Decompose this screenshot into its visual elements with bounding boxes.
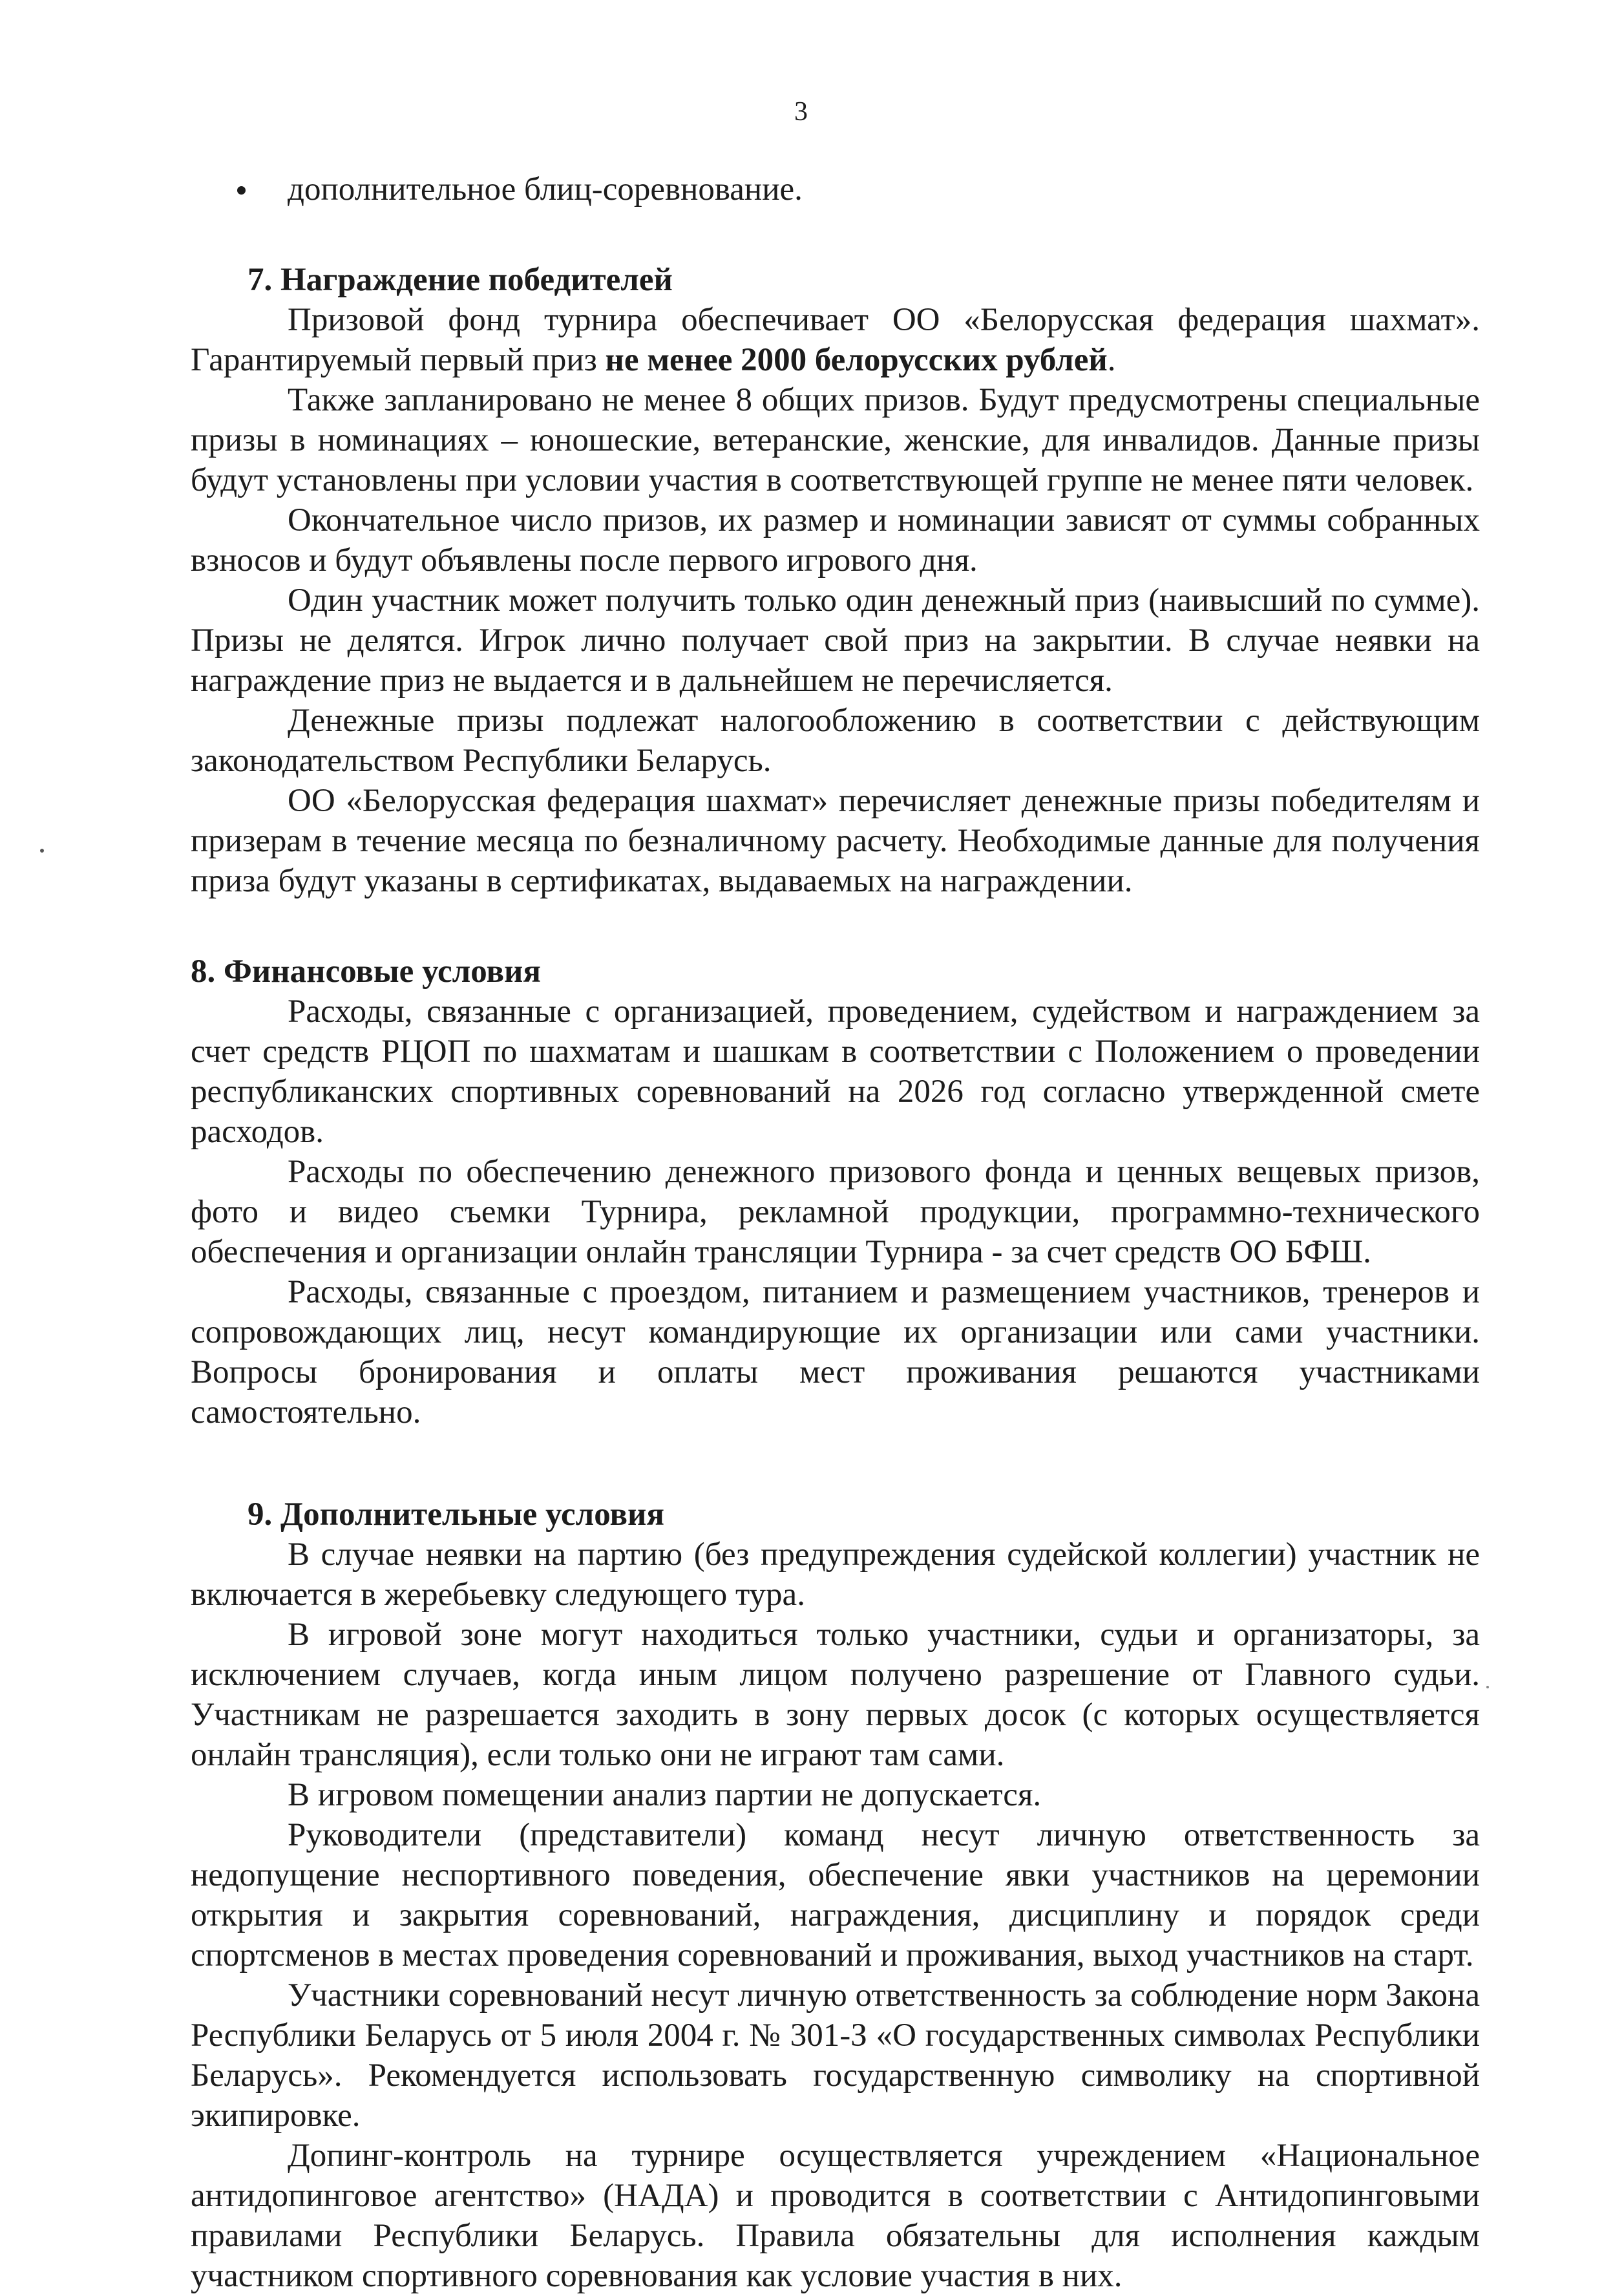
paragraph-text: . [1107, 342, 1116, 378]
section-additional [191, 1494, 1480, 2296]
section-heading: 9. Дополнительные условия [248, 1496, 664, 1533]
paragraph: Расходы по обеспечению денежного призового фонда и ценных вещевых призов, фото и видео съемки Турнира, рекламной продукции, программно-технического обеспечения и организации онлайн трансляции Турнира - за счет средств ОО БФШ. [191, 1154, 1480, 1270]
paragraph: В игровом помещении анализ партии не допускается. [288, 1777, 1042, 1813]
section-finance [191, 951, 1480, 1432]
section-heading: 8. Финансовые условия [191, 953, 541, 990]
paragraph: Участники соревнований несут личную ответственность за соблюдение норм Закона Республики Беларусь от 5 июля 2004 г. № 301-З «О государственных символах Республики Беларусь». Рекомендуется использовать государственную символику на спортивной экипировке. [191, 1977, 1480, 2134]
paragraph [191, 300, 1480, 380]
spacer [191, 1432, 1480, 1494]
paragraph: Денежные призы подлежат налогообложению в соответствии с действующим законодательством Республики Беларусь. [191, 703, 1480, 779]
scan-speck [40, 849, 44, 853]
paragraph: В случае неявки на партию (без предупреждения судейской коллегии) участник не включается в жеребьевку следующего тура. [191, 1536, 1480, 1613]
section-heading: 7. Награждение победителей [248, 262, 673, 298]
list-item-text: дополнительное блиц-соревнование. [288, 171, 803, 207]
paragraph: Окончательное число призов, их размер и номинации зависят от суммы собранных взносов и будут объявлены после первого игрового дня. [191, 502, 1480, 579]
paragraph: Руководители (представители) команд несут личную ответственность за недопущение неспортивного поведения, обеспечение явки участников на церемонии открытия и закрытия соревнований, награждения, дисциплину и порядок среди спортсменов в местах проведения соревнований и проживания, выход участников на старт. [191, 1817, 1480, 1973]
paragraph: ОО «Белорусская федерация шахмат» перечисляет денежные призы победителям и призерам в течение месяца по безналичному расчету. Необходимые данные для получения приза будут указаны в сертификатах, выдаваемых на награждении. [191, 783, 1480, 899]
paragraph: В игровой зоне могут находиться только участники, судьи и организаторы, за исключением случаев, когда иным лицом получено разрешение от Главного судьи. Участникам не разрешается заходить в зону первых досок (с которых осуществляется онлайн трансляция), если только они не играют там сами. [191, 1617, 1480, 1773]
section-awards [191, 260, 1480, 901]
paragraph-emphasis: не менее 2000 белорусских рублей [605, 342, 1108, 378]
scan-speck [1486, 1686, 1489, 1688]
bullet-icon [237, 186, 246, 195]
spacer [191, 901, 1480, 951]
list-item [191, 169, 1480, 209]
paragraph: Также запланировано не менее 8 общих призов. Будут предусмотрены специальные призы в номинациях – юношеские, ветеранские, женские, для инвалидов. Данные призы будут установлены при условии участия в соответствующей группе не менее пяти человек. [191, 382, 1480, 498]
paragraph: Один участник может получить только один денежный приз (наивысший по сумме). Призы не делятся. Игрок лично получает свой приз на закрытии. В случае неявки на награждение приз не выдается и в дальнейшем не перечисляется. [191, 582, 1480, 699]
paragraph: Расходы, связанные с проездом, питанием и размещением участников, тренеров и сопровождающих лиц, несут командирующие их организации или сами участники. Вопросы бронирования и оплаты мест проживания решаются участниками самостоятельно. [191, 1274, 1480, 1430]
document-body [191, 169, 1480, 2296]
paragraph: Допинг-контроль на турнире осуществляется учреждением «Национальное антидопинговое агентство» (НАДА) и проводится в соответствии с Антидопинговыми правилами Республики Беларусь. Правила обязательны для исполнения каждым участником спортивного соревнования как условие участия в них. [191, 2138, 1480, 2294]
paragraph-text: Призовой фонд турнира обеспечивает ОО «Белорусская федерация шахмат». Гарантируемый первый приз [191, 302, 1480, 378]
page-number: 3 [794, 97, 808, 127]
paragraph: Расходы, связанные с организацией, проведением, судейством и награждением за счет средств РЦОП по шахматам и шашкам в соответствии с Положением о проведении республиканских спортивных соревнований на 2026 год согласно утвержденной смете расходов. [191, 994, 1480, 1150]
